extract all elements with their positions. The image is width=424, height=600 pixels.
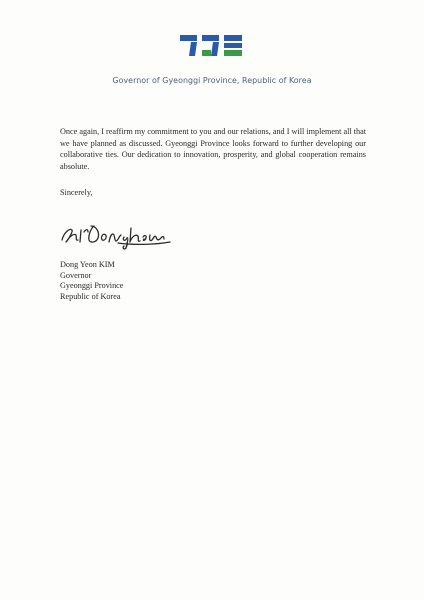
signatory-organization: Gyeonggi Province	[60, 281, 124, 291]
letter-body: Once again, I reaffirm my commitment to you and our relations, and I will implement all that we have planned as discussed. Gyeonggi Province looks forward to further developing our collaborative ties. Our dedication to innovation, prosperity, and global cooperation remains absolute.	[60, 127, 366, 171]
letter-closing: Sincerely,	[60, 188, 93, 197]
signatory-name: Dong Yeon KIM	[60, 260, 115, 269]
signature-block	[60, 260, 123, 302]
signatory-country: Republic of Korea	[60, 291, 121, 301]
signatory-title: Governor	[60, 270, 92, 280]
gyeonggi-province-logo-icon	[178, 34, 244, 58]
handwritten-signature	[58, 218, 188, 252]
letterhead-organization: Governor of Gyeonggi Province, Republic of Korea	[112, 76, 312, 85]
